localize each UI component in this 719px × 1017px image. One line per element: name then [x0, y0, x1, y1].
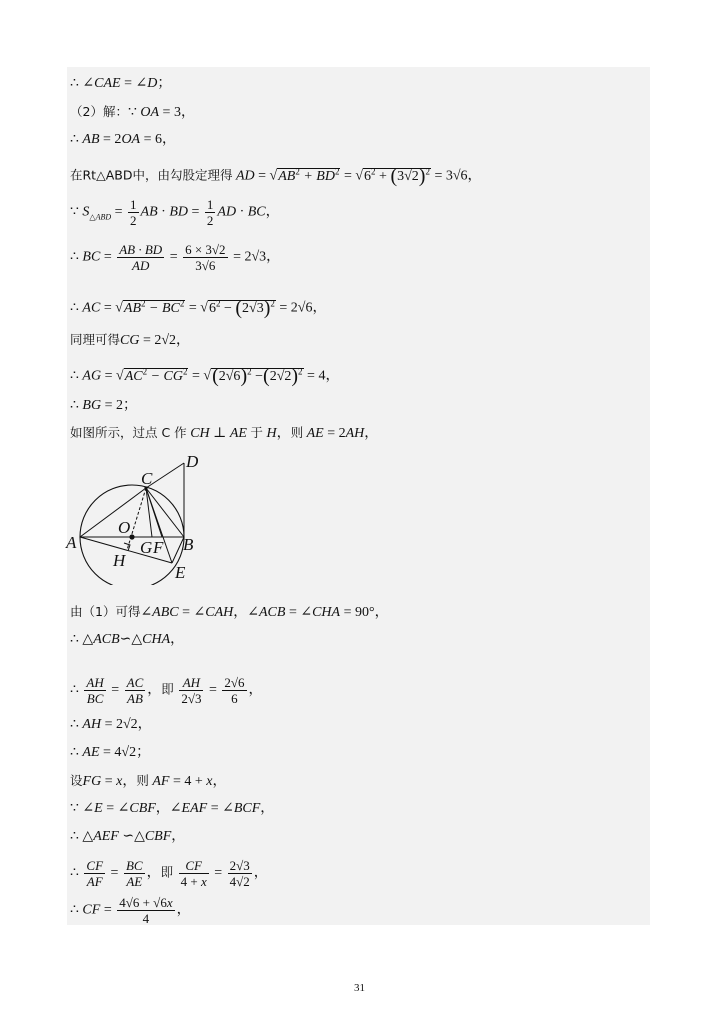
line-part2: （2）解：∵ OA = 3， — [70, 104, 195, 120]
line-ac: ∴ AC = $√AB^2 - BC^2 = √6^2 - (2√3)^2 = 2√6$， — [70, 296, 327, 319]
as-shown: 如图所示，过点 C 作 — [70, 425, 187, 440]
label-c: C — [141, 469, 153, 488]
line-ah: ∴ AH = 2√2， — [70, 717, 152, 732]
label-d: D — [186, 452, 199, 471]
proof-label: （2）解： — [70, 104, 128, 119]
line-cf — [146, 488, 162, 537]
line-ab: ∴ AB = 2OA = 6， — [70, 132, 177, 147]
line-cae-eq-d: ∴ ∠CAE = ∠D； — [70, 76, 172, 91]
label-a: A — [66, 533, 77, 552]
rt-prefix: 在Rt△ABD中，由勾股定理得 — [70, 167, 233, 183]
label-b: B — [183, 535, 194, 554]
line-ae: ∴ AE = 4√2； — [70, 745, 151, 760]
label-g: G — [140, 538, 153, 557]
same-way: 同理可得 — [70, 332, 121, 347]
line-angles: 由（1）可得∠ABC = ∠CAH，∠ACB = ∠CHA = 90°， — [70, 604, 389, 620]
page-number: 31 — [354, 982, 365, 994]
line-similar2: ∴ △AEF ∽△CBF， — [70, 829, 186, 844]
line-angles2: ∵ ∠E = ∠CBF，∠EAF = ∠BCF， — [70, 801, 275, 816]
line-ratio1: ∴ $\frac{AH}{BC}$ = $\frac{AC}{AB}$ ，即 $\frac{AH}{2√3}$ = $\frac{2√6}{6}$ ， — [70, 675, 263, 706]
line-cf: ∴ CF = $\frac{4√6 + √6x}{4}$ ， — [70, 895, 191, 926]
line-bc: ∴ BC = $\frac{AB \cdot BD}{AD}$ = $\frac{6 \times 3√2}{3√6}$ = 2√3， — [70, 242, 281, 273]
line-ad: 在Rt△ABD中，由勾股定理得 AD = $√AB^2 + BD^2 = √6^2 + (3√2)^2 = 3√6$， — [70, 164, 482, 187]
line-construct: 如图所示，过点 C 作 CH ⊥ AE 于 H，则 AE = 2AH， — [70, 425, 379, 441]
line-set-fg: 设FG = x，则 AF = 4 + x， — [70, 773, 227, 789]
line-ag: ∴ AG = $√AC^2 - CG^2 = √(2√6)^2 -(2√2)^2 = 4$， — [70, 364, 340, 387]
geometry-figure — [64, 450, 214, 585]
from-part1: 由（1）可得 — [70, 604, 141, 619]
label-e: E — [175, 563, 186, 582]
line-ac — [80, 488, 146, 537]
line-ratio2: ∴ $\frac{CF}{AF}$ = $\frac{BC}{AE}$ ，即 $\frac{CF}{4 + x}$ = $\frac{2√3}{4√2}$ ， — [70, 858, 268, 889]
line-area: ∵ $S_{\triangle ABD}$ = $\frac{1}{2}$ AB · BD = $\frac{1}{2}$ AD · BC， — [70, 197, 280, 228]
line-cg: 同理可得CG = 2√2， — [70, 332, 191, 348]
line-bg: ∴ BG = 2； — [70, 398, 137, 413]
line-similar1: ∴ △ACB∽△CHA， — [70, 632, 185, 647]
label-f: F — [153, 538, 164, 557]
label-h: H — [113, 551, 126, 570]
label-o: O — [118, 518, 131, 537]
